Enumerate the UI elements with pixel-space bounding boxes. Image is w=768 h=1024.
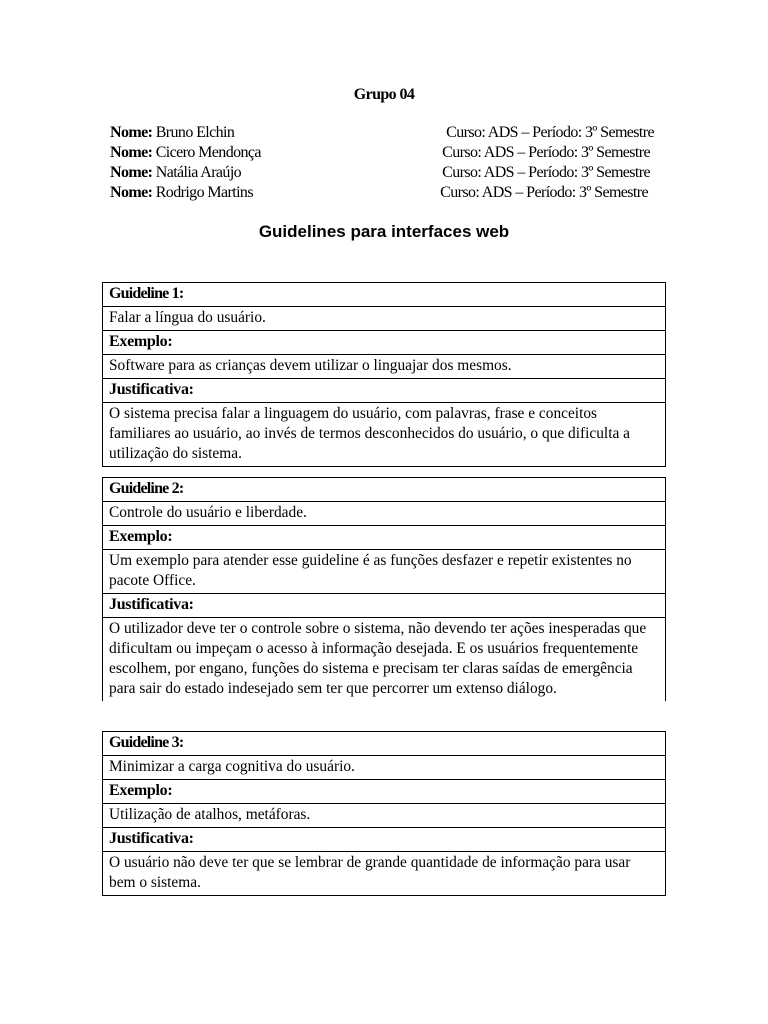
guideline-description: Falar a língua do usuário. [103, 307, 666, 331]
group-title: Grupo 04 [353, 86, 415, 103]
guideline-example: Software para as crianças devem utilizar o linguajar dos mesmos. [103, 355, 666, 379]
justification-label: Justificativa: [103, 594, 666, 618]
member-course: Curso: ADS – Período: 3º Semestre [442, 164, 650, 181]
member-name-value: Natália Araújo [155, 164, 242, 181]
member-row [110, 184, 670, 204]
name-label: Nome: [110, 124, 153, 141]
guideline-title: Guideline 1: [103, 283, 666, 307]
justification-label: Justificativa: [103, 379, 666, 403]
member-name [110, 164, 241, 182]
example-label: Exemplo: [103, 526, 666, 550]
guideline-example: Utilização de atalhos, metáforas. [103, 804, 666, 828]
guideline-justification: O utilizador deve ter o controle sobre o sistema, não devendo ter ações inesperadas que dificultam ou impeçam o acesso à informação desejada. E os usuários frequentemente escolhem, por engano, funções do sistema e precisam ter claras saídas de emergência para sair do estado indesejado sem ter que percorrer um extenso diálogo. [103, 618, 666, 702]
guideline-description: Controle do usuário e liberdade. [103, 502, 666, 526]
member-course: Curso: ADS – Período: 3º Semestre [440, 184, 648, 201]
member-name-value: Bruno Elchin [155, 124, 235, 141]
example-label: Exemplo: [103, 780, 666, 804]
example-label: Exemplo: [103, 331, 666, 355]
name-label: Nome: [110, 144, 153, 161]
name-label: Nome: [110, 164, 153, 181]
guideline-table-2 [102, 477, 666, 701]
justification-label: Justificativa: [103, 828, 666, 852]
guideline-justification: O sistema precisa falar a linguagem do usuário, com palavras, frase e conceitos familiares ao usuário, ao invés de termos desconhecidos do usuário, o que dificulta a utilização do sistema. [103, 403, 666, 467]
guideline-example: Um exemplo para atender esse guideline é as funções desfazer e repetir existentes no pacote Office. [103, 550, 666, 594]
guideline-title: Guideline 3: [103, 732, 666, 756]
member-row [110, 144, 670, 164]
member-name-value: Cicero Mendonça [155, 144, 261, 161]
guideline-description: Minimizar a carga cognitiva do usuário. [103, 756, 666, 780]
member-name-value: Rodrigo Martins [155, 184, 253, 201]
guideline-justification: O usuário não deve ter que se lembrar de grande quantidade de informação para usar bem o sistema. [103, 852, 666, 896]
name-label: Nome: [110, 184, 153, 201]
member-row [110, 124, 670, 144]
member-course: Curso: ADS – Período: 3º Semestre [446, 124, 654, 141]
member-name [110, 184, 253, 202]
member-row [110, 164, 670, 184]
guideline-title: Guideline 2: [103, 478, 666, 502]
member-name [110, 124, 234, 142]
guideline-table-1 [102, 282, 666, 467]
page-subtitle: Guidelines para interfaces web [258, 222, 510, 241]
member-course: Curso: ADS – Período: 3º Semestre [442, 144, 650, 161]
guideline-table-3 [102, 731, 666, 896]
member-list [110, 124, 670, 204]
member-name [110, 144, 261, 162]
